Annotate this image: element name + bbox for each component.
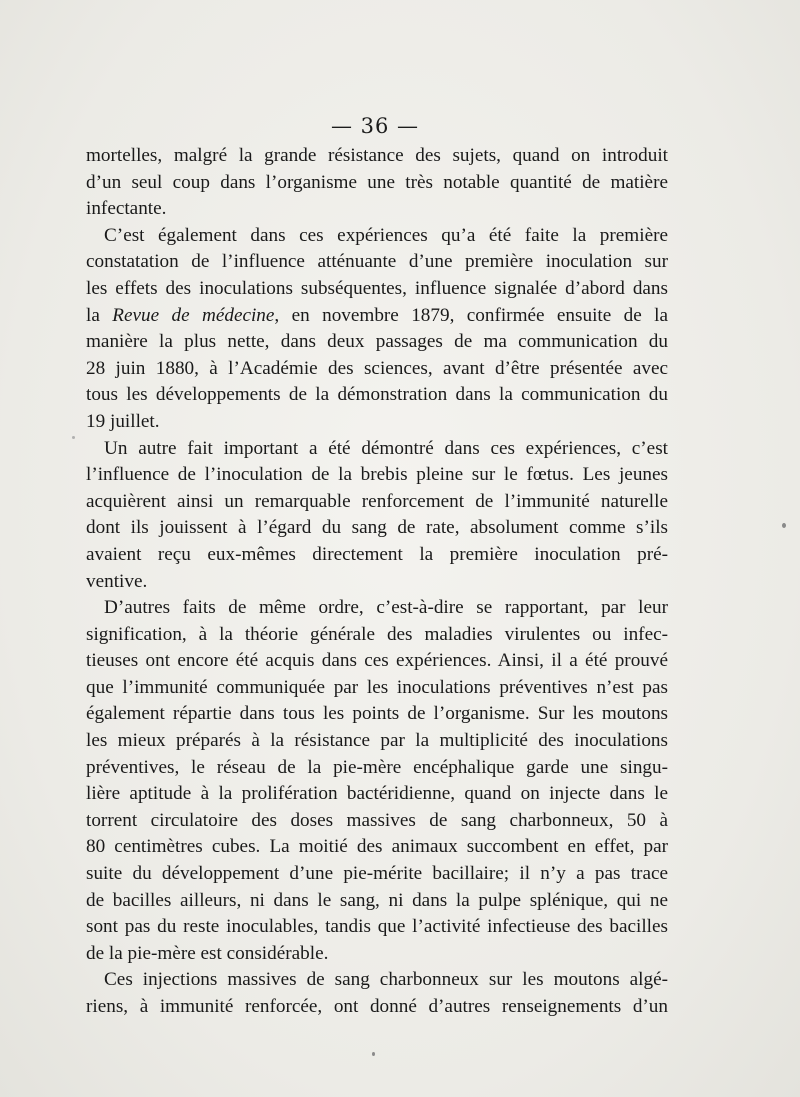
paragraph-4 <box>86 595 668 967</box>
text-line: 19 juillet. <box>86 410 160 432</box>
text-line: de la pie-mère est considérable. <box>86 942 329 964</box>
text-line: suite du développement d’une pie-mérite bacillaire; il n’y a pas trace <box>86 863 668 885</box>
text-line: avaient reçu eux-mêmes directement la première inoculation pré- <box>86 543 668 565</box>
paragraph-3 <box>86 436 668 596</box>
text-line: tous les développements de la démonstration dans la communication du <box>86 384 668 406</box>
text-line: les mieux préparés à la résistance par la multiplicité des inoculations <box>86 730 668 752</box>
text-line-with-italic: la Revue de médecine, en novembre 1879, confirmée ensuite de la <box>86 304 668 326</box>
text-line: également répartie dans tous les points de l’organisme. Sur les moutons <box>86 703 668 725</box>
text-line: 28 juin 1880, à l’Académie des sciences, avant d’être présentée avec <box>86 357 668 379</box>
text-line: infectante. <box>86 198 167 220</box>
page-number: — 36 — <box>330 114 420 138</box>
text-line: dont ils jouissent à l’égard du sang de rate, absolument comme s’ils <box>86 517 668 539</box>
text-line: riens, à immunité renforcée, ont donné d’autres renseignements d’un <box>86 996 668 1017</box>
text-line: Un autre fait important a été démontré dans ces expériences, c’est <box>104 437 668 459</box>
text-line: d’un seul coup dans l’organisme une très notable quantité de matière <box>86 171 668 193</box>
paragraph-5 <box>86 967 668 1020</box>
body-text <box>86 143 668 1021</box>
text-line: acquièrent ainsi un remarquable renforcement de l’immunité naturelle <box>86 490 668 512</box>
text-line: manière la plus nette, dans deux passages de ma communication du <box>86 331 668 353</box>
paragraph-1 <box>86 143 668 223</box>
text-line: de bacilles ailleurs, ni dans le sang, ni dans la pulpe splénique, qui ne <box>86 889 668 911</box>
text-line: lière aptitude à la prolifération bactéridienne, quand on injecte dans le <box>86 783 668 805</box>
text-line: signification, à la théorie générale des maladies virulentes ou infec- <box>86 623 668 645</box>
text-line: tieuses ont encore été acquis dans ces expériences. Ainsi, il a été prouvé <box>86 650 668 672</box>
text-line: préventives, le réseau de la pie-mère encéphalique garde une singu- <box>86 756 668 778</box>
text-line: D’autres faits de même ordre, c’est-à-dire se rapportant, par leur <box>104 597 668 619</box>
text-line: constatation de l’influence atténuante d’une première inoculation sur <box>86 251 668 273</box>
paragraph-2 <box>86 223 668 436</box>
scan-speck <box>782 523 786 528</box>
italic-journal-title: Revue de médecine <box>112 304 275 326</box>
scan-speck <box>372 1052 375 1056</box>
text-line: Ces injections massives de sang charbonneux sur les moutons algé- <box>104 969 668 991</box>
text-line: sont pas du reste inoculables, tandis que l’activité infectieuse des bacilles <box>86 916 668 938</box>
scan-speck <box>72 436 75 439</box>
text-line: l’influence de l’inoculation de la brebis pleine sur le fœtus. Les jeunes <box>86 464 668 486</box>
text-line: que l’immunité communiquée par les inoculations préventives n’est pas <box>86 676 668 698</box>
text-line: C’est également dans ces expériences qu’a été faite la première <box>104 224 668 246</box>
text-line: 80 centimètres cubes. La moitié des animaux succombent en effet, par <box>86 836 668 858</box>
text-line: les effets des inoculations subséquentes, influence signalée d’abord dans <box>86 277 668 299</box>
text-line: ventive. <box>86 570 148 592</box>
text-line: torrent circulatoire des doses massives de sang charbonneux, 50 à <box>86 809 668 831</box>
text-line: mortelles, malgré la grande résistance des sujets, quand on introduit <box>86 145 668 166</box>
